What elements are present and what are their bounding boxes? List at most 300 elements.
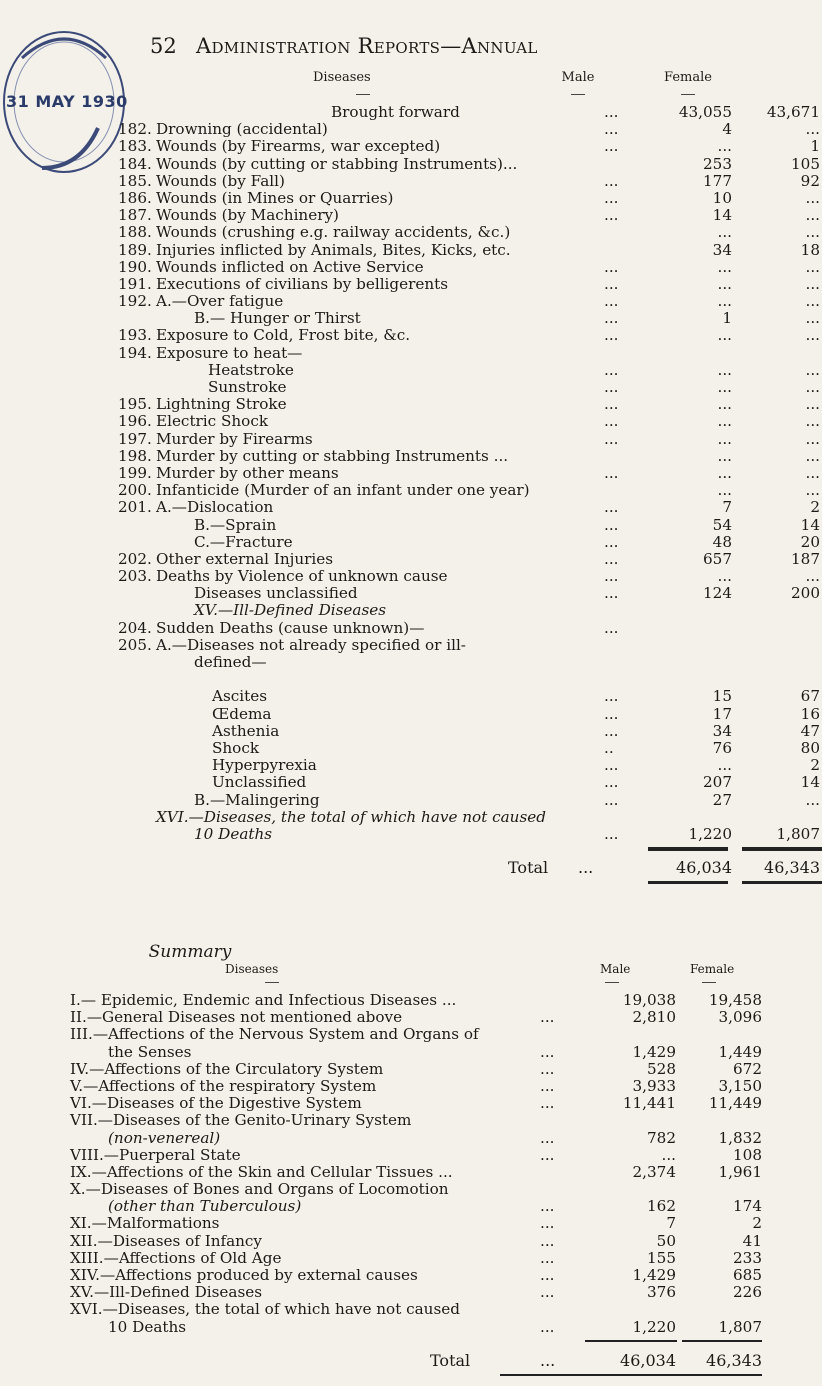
row-female: ... [805,188,820,207]
row-number: 204. [118,618,152,637]
row-male: 207 [703,773,732,792]
summary-row [70,992,770,1009]
summary-female: 226 [733,1283,762,1302]
row-female: 20 [800,532,820,551]
summary-total-dots: ... [540,1350,556,1370]
summary-label: IV.—Affections of the Circulatory System [70,1059,384,1078]
row-number: 201. [118,498,152,517]
summary-male: 50 [656,1231,676,1250]
row-female: ... [805,463,820,482]
row-dots: ... [604,721,619,740]
summary-dots: ... [540,1317,555,1336]
row-number: 195. [118,395,152,414]
row-label: A.—Over fatigue [156,292,284,311]
row-label: Executions of civilians by belligerents [156,274,449,293]
summary-label: VII.—Diseases of the Genito-Urinary System [70,1111,412,1130]
row-female: ... [805,412,820,431]
table-row [118,257,820,276]
summary-female: 685 [733,1266,762,1284]
table-row [118,103,820,121]
row-male: ... [717,137,732,156]
row-number: 183. [118,137,152,156]
summary-row [70,1250,770,1267]
table-row [118,809,768,826]
table-row [118,240,820,259]
row-label: Asthenia [212,721,280,740]
summary-row [70,1215,770,1232]
row-female: ... [805,120,820,139]
summary-female: 108 [733,1145,762,1164]
row-label: XV.—Ill-Defined Diseases [194,601,387,620]
row-male: ... [717,360,732,379]
table-row [118,687,820,706]
summary-header [70,962,770,982]
summary-dots: ... [540,1042,555,1061]
summary-label: XIII.—Affections of Old Age [70,1248,282,1267]
row-number: 191. [118,274,152,293]
summary-dots: ... [540,1008,555,1027]
row-dots: ... [604,618,619,637]
row-male: 14 [712,206,732,225]
row-dots: ... [604,584,619,603]
row-label: Diseases unclassified [194,584,358,603]
summary-dots: ... [540,1094,555,1113]
row-label: Œdema [212,704,272,723]
summary-male: 782 [647,1128,676,1147]
row-number: 196. [118,412,152,431]
row-label: defined— [194,653,267,671]
summary-row [70,1319,770,1336]
row-male: 177 [703,171,732,190]
row-dots: ... [604,790,619,809]
row-label: B.—Malingering [194,790,320,809]
row-female: ... [805,567,820,586]
table-row [118,206,820,225]
row-number: 205. [118,635,152,654]
summary-row [70,1130,770,1147]
row-number: 198. [118,446,152,465]
row-dots: ... [604,515,619,534]
summary-dots: ... [540,1248,555,1267]
row-dots: ... [604,567,619,586]
row-male: ... [717,274,732,293]
row-male: 48 [712,532,732,551]
summary-female: 1,449 [718,1042,762,1061]
summary-female: 41 [742,1231,762,1250]
summary-male: ... [661,1145,676,1164]
row-male: 54 [712,515,732,534]
table-row [118,584,820,603]
summary-table [70,942,770,1386]
summary-label: 10 Deaths [108,1317,187,1336]
row-female: 80 [800,738,820,757]
table-row [118,223,820,242]
summary-male: 528 [647,1059,676,1078]
summary-dots: ... [540,1266,555,1284]
table-row [118,515,820,534]
table-row [118,378,820,396]
row-female: 16 [800,704,820,723]
summary-label: (other than Tuberculous) [108,1197,302,1216]
row-male: 10 [712,188,732,207]
row-female: ... [805,206,820,225]
summary-total-row [70,1350,770,1372]
row-female: ... [805,429,820,448]
summary-male: 19,038 [622,991,676,1009]
total-underline [118,879,768,893]
row-female: 43,671 [766,103,820,121]
row-dots: ... [604,549,619,568]
row-female: ... [805,360,820,379]
row-number: 185. [118,171,152,190]
row-label: Murder by other means [156,463,339,482]
row-label: Shock [212,738,260,757]
row-number: 190. [118,257,152,276]
summary-total-underline [70,1372,770,1386]
summary-male: 376 [647,1283,676,1302]
row-female: ... [805,257,820,276]
row-label: XVI.—Diseases, the total of which have not caused [156,807,546,826]
summary-male: 11,441 [622,1094,676,1113]
summary-label: VIII.—Puerperal State [70,1145,241,1164]
summary-row [70,1044,770,1061]
summary-label: XIV.—Affections produced by external causes [70,1266,418,1284]
row-label: Murder by cutting or stabbing Instruments ... [156,446,509,465]
row-dots: ... [604,103,619,121]
row-female: 1,807 [776,824,820,843]
row-male: ... [717,378,732,396]
row-female: ... [805,790,820,809]
row-female: ... [805,274,820,293]
row-dots: ... [604,532,619,551]
row-dots: ... [604,498,619,517]
table-header [118,70,768,94]
row-dots: ... [604,137,619,156]
row-male: 124 [703,584,732,603]
row-male: ... [717,446,732,465]
table-row [118,738,820,757]
summary-row [70,1198,770,1215]
summary-col-male: Male [600,962,631,976]
row-female: ... [805,446,820,465]
row-male: 4 [722,120,732,139]
total-female: 46,343 [764,858,820,878]
table-row [118,412,820,431]
library-stamp [2,28,130,180]
summary-col-female: Female [690,962,735,976]
summary-row [70,1164,770,1181]
total-row [118,857,820,879]
summary-row [70,1078,770,1095]
summary-label: X.—Diseases of Bones and Organs of Locomotion [70,1180,449,1199]
summary-label: XVI.—Diseases, the total of which have not caused [70,1300,460,1319]
row-female: 14 [800,515,820,534]
row-male: ... [717,292,732,311]
row-label: Other external Injuries [156,549,334,568]
row-dots: ... [604,463,619,482]
row-dots: ... [604,171,619,190]
row-dots: ... [604,773,619,792]
row-label: Injuries inflicted by Animals, Bites, Kicks, etc. [156,240,511,259]
row-number: 193. [118,326,152,345]
row-male: ... [717,463,732,482]
table-row [118,498,820,517]
summary-label: XI.—Malformations [70,1214,220,1233]
row-label: Wounds (by Firearms, war excepted) [156,137,441,156]
summary-row [70,1147,770,1164]
summary-female: 1,961 [718,1162,762,1181]
summary-row [70,1181,770,1198]
row-dots: ... [604,360,619,379]
row-number: 187. [118,206,152,225]
row-male: ... [717,395,732,414]
row-dots: ... [604,326,619,345]
summary-row [70,1061,770,1078]
summary-male: 2,374 [632,1162,676,1181]
row-number: 186. [118,188,152,207]
summary-female: 2 [752,1214,762,1233]
summary-female: 1,807 [718,1317,762,1336]
table-body [118,103,820,843]
summary-label: II.—General Diseases not mentioned above [70,1008,403,1027]
summary-label: the Senses [108,1042,192,1061]
summary-dots: ... [540,1214,555,1233]
summary-female: 11,449 [708,1094,762,1113]
summary-total-female: 46,343 [706,1350,762,1370]
table-row [118,345,768,362]
row-number: 192. [118,292,152,311]
row-female: 2 [810,498,820,517]
summary-col-diseases: Diseases [225,962,279,976]
col-diseases: Diseases [313,70,371,85]
stamp-date: 31 MAY 1930 [6,92,128,111]
summary-total-label: Total [430,1350,471,1370]
summary-label: VI.—Diseases of the Digestive System [70,1094,362,1113]
row-male: 1 [722,309,732,328]
row-dots: ... [604,378,619,396]
summary-row [70,1112,770,1129]
col-female: Female [664,70,712,85]
table-row [118,120,820,139]
row-dots: ... [604,429,619,448]
row-label: Wounds (by cutting or stabbing Instruments)... [156,154,518,173]
table-row [118,171,820,190]
row-female: ... [805,292,820,311]
row-number: 199. [118,463,152,482]
row-label: Wounds (by Fall) [156,171,285,190]
summary-female: 1,832 [718,1128,762,1147]
table-row [118,463,820,482]
row-dots: ... [604,120,619,139]
row-female: 14 [800,773,820,792]
row-label: Wounds (by Machinery) [156,206,339,225]
row-male: 43,055 [678,103,732,121]
row-number: 202. [118,549,152,568]
summary-row [70,1026,770,1043]
row-male: 34 [712,721,732,740]
summary-row [70,1233,770,1250]
summary-label: I.— Epidemic, Endemic and Infectious Diseases ... [70,991,457,1009]
summary-male: 155 [647,1248,676,1267]
total-dots: ... [578,858,594,878]
summary-female: 672 [733,1059,762,1078]
summary-dots: ... [540,1283,555,1302]
table-row [118,790,820,809]
table-row [118,188,820,207]
row-label: Drowning (accidental) [156,120,328,139]
row-female: ... [805,395,820,414]
summary-female: 19,458 [708,991,762,1009]
summary-male: 1,220 [632,1317,676,1336]
row-female: 18 [800,240,820,259]
table-row [118,446,820,465]
summary-male: 1,429 [632,1266,676,1284]
row-label: Heatstroke [208,360,294,379]
row-male: ... [717,429,732,448]
table-row [118,773,820,792]
summary-male: 3,933 [632,1076,676,1095]
table-row [118,154,820,173]
row-label: Murder by Firearms [156,429,313,448]
row-male: ... [717,257,732,276]
row-male: 34 [712,240,732,259]
row-female: ... [805,378,820,396]
row-female: 200 [791,584,820,603]
row-male: ... [717,481,732,500]
table-row [118,395,820,414]
row-male: 253 [703,154,732,173]
summary-female: 174 [733,1197,762,1216]
table-row [118,637,768,654]
table-row [118,704,820,723]
row-dots: ... [604,687,619,706]
summary-body [70,992,770,1336]
row-male: ... [717,223,732,242]
total-male: 46,034 [676,858,732,878]
row-male: 15 [712,687,732,706]
row-female: 1 [810,137,820,156]
col-male: Male [561,70,595,85]
summary-label: (non-venereal) [108,1128,221,1147]
row-dots: ... [604,274,619,293]
row-number: 197. [118,429,152,448]
row-female: 92 [800,171,820,190]
row-label: Electric Shock [156,412,269,431]
summary-row [70,1095,770,1112]
row-dots: ... [604,756,619,775]
row-label: Ascites [212,687,268,706]
row-dots: ... [604,704,619,723]
summary-dots: ... [540,1231,555,1250]
row-female: 187 [791,549,820,568]
table-row [118,824,820,843]
summary-label: XII.—Diseases of Infancy [70,1231,263,1250]
row-label: Sudden Deaths (cause unknown)— [156,618,425,637]
running-title: Administration Reports—Annual [196,34,538,58]
row-label: Lightning Stroke [156,395,287,414]
summary-row [70,1009,770,1026]
summary-row [70,1284,770,1301]
summary-label: IX.—Affections of the Skin and Cellular Tissues ... [70,1162,453,1181]
summary-female: 3,150 [718,1076,762,1095]
row-number: 194. [118,343,152,362]
row-male: 657 [703,549,732,568]
table-row [118,721,820,740]
table-row [118,326,820,345]
row-dots: ... [604,257,619,276]
mortality-table [118,70,820,893]
row-male: ... [717,756,732,775]
row-dots: ... [604,292,619,311]
row-dots: ... [604,206,619,225]
row-label: B.—Sprain [194,515,277,534]
total-label: Total [508,858,549,878]
row-male: 7 [722,498,732,517]
summary-label: III.—Affections of the Nervous System and Organs of [70,1025,479,1044]
row-label: A.—Diseases not already specified or ill- [156,635,466,654]
row-label: 10 Deaths [194,824,273,843]
row-label: Hyperpyrexia [212,756,317,775]
row-male: ... [717,326,732,345]
row-female: 67 [800,687,820,706]
row-label: C.—Fracture [194,532,293,551]
row-female: ... [805,481,820,500]
table-row [118,567,820,586]
total-rule [118,843,768,857]
row-female: ... [805,326,820,345]
summary-dots: ... [540,1128,555,1147]
table-row [118,549,820,568]
row-female: 47 [800,721,820,740]
row-number: 182. [118,120,152,139]
page-number: 52 [150,34,177,58]
summary-dots: ... [540,1059,555,1078]
row-label: Wounds (crushing e.g. railway accidents, &c.) [156,223,511,242]
row-number: 200. [118,481,152,500]
row-female: ... [805,223,820,242]
table-row [118,274,820,293]
row-male: ... [717,412,732,431]
summary-label: XV.—Ill-Defined Diseases [70,1283,263,1302]
row-label: Wounds inflicted on Active Service [156,257,424,276]
row-label: Exposure to Cold, Frost bite, &c. [156,326,411,345]
summary-dots: ... [540,1145,555,1164]
table-row [118,309,820,328]
table-row [118,360,820,379]
table-row [118,602,768,619]
summary-title: Summary [148,942,232,962]
row-female: 2 [810,756,820,775]
summary-male: 7 [666,1214,676,1233]
table-row [118,671,768,688]
row-number: 184. [118,154,152,173]
summary-dots: ... [540,1197,555,1216]
summary-label: V.—Affections of the respiratory System [70,1076,377,1095]
row-label: Sunstroke [208,378,287,396]
row-male: 1,220 [688,824,732,843]
table-row [118,620,768,637]
table-row [118,532,820,551]
row-number: 189. [118,240,152,259]
table-row [118,654,768,671]
summary-female: 3,096 [718,1008,762,1027]
row-dots: ... [604,188,619,207]
row-label: Infanticide (Murder of an infant under one year) [156,481,530,500]
row-label: A.—Dislocation [156,498,274,517]
summary-male: 2,810 [632,1008,676,1027]
row-dots: ... [604,824,619,843]
row-label: Deaths by Violence of unknown cause [156,567,448,586]
